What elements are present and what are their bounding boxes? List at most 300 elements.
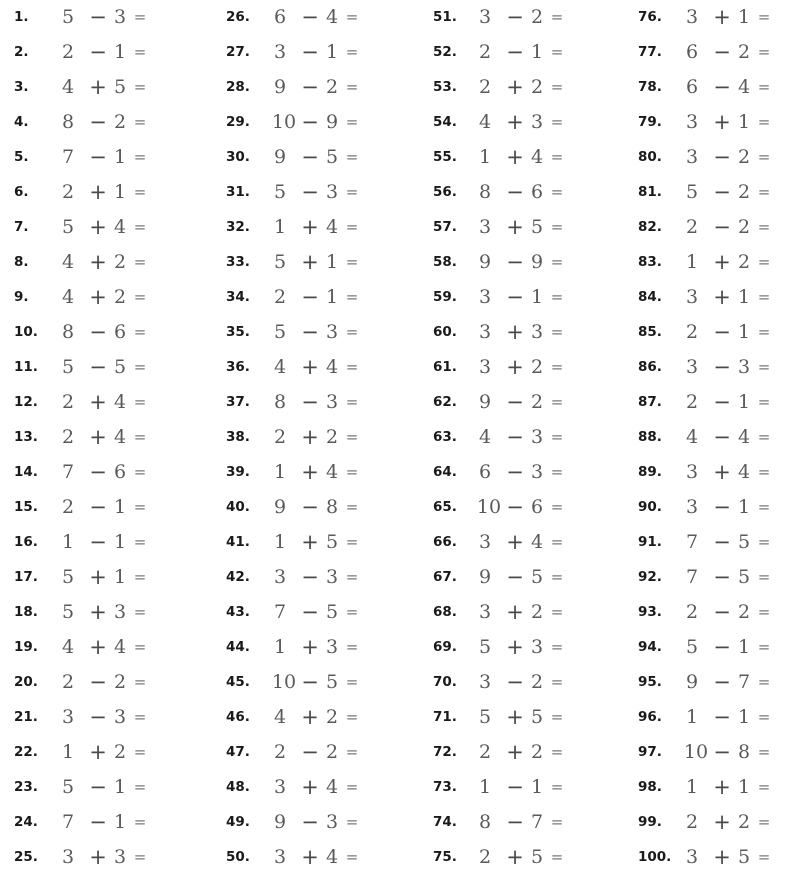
second-operand: 3 xyxy=(325,566,339,588)
operator-sign: + xyxy=(301,775,319,799)
problem-number: 88. xyxy=(638,429,662,445)
equals-sign: = xyxy=(133,813,147,831)
first-operand: 4 xyxy=(61,76,75,98)
operator-sign: − xyxy=(713,705,731,729)
problem-number: 76. xyxy=(638,9,662,25)
problem-number: 52. xyxy=(433,44,457,60)
equals-sign: = xyxy=(757,708,771,726)
second-operand: 2 xyxy=(113,741,127,763)
equals-sign: = xyxy=(550,778,564,796)
first-operand: 5 xyxy=(685,636,699,658)
second-operand: 9 xyxy=(325,111,339,133)
first-operand: 4 xyxy=(478,426,492,448)
first-operand: 8 xyxy=(478,811,492,833)
second-operand: 1 xyxy=(113,496,127,518)
second-operand: 4 xyxy=(737,426,751,448)
first-operand: 7 xyxy=(685,531,699,553)
operator-sign: + xyxy=(89,600,107,624)
operator-sign: − xyxy=(713,635,731,659)
equals-sign: = xyxy=(550,743,564,761)
second-operand: 2 xyxy=(325,706,339,728)
problem-number: 59. xyxy=(433,289,457,305)
second-operand: 4 xyxy=(325,216,339,238)
equals-sign: = xyxy=(757,148,771,166)
operator-sign: − xyxy=(301,145,319,169)
operator-sign: + xyxy=(506,705,524,729)
operator-sign: + xyxy=(506,215,524,239)
second-operand: 6 xyxy=(113,321,127,343)
second-operand: 6 xyxy=(530,181,544,203)
problem-number: 25. xyxy=(14,849,38,865)
equals-sign: = xyxy=(757,288,771,306)
equals-sign: = xyxy=(550,43,564,61)
first-operand: 3 xyxy=(478,671,492,693)
first-operand: 5 xyxy=(273,321,287,343)
equals-sign: = xyxy=(550,498,564,516)
second-operand: 3 xyxy=(113,601,127,623)
first-operand: 2 xyxy=(478,76,492,98)
first-operand: 3 xyxy=(478,321,492,343)
first-operand: 5 xyxy=(61,776,75,798)
operator-sign: + xyxy=(713,250,731,274)
second-operand: 5 xyxy=(325,146,339,168)
first-operand: 9 xyxy=(478,251,492,273)
equals-sign: = xyxy=(550,603,564,621)
second-operand: 4 xyxy=(325,6,339,28)
equals-sign: = xyxy=(550,463,564,481)
first-operand: 5 xyxy=(273,181,287,203)
operator-sign: − xyxy=(301,600,319,624)
problem-number: 8. xyxy=(14,254,29,270)
operator-sign: + xyxy=(301,845,319,869)
second-operand: 2 xyxy=(325,76,339,98)
equals-sign: = xyxy=(757,743,771,761)
equals-sign: = xyxy=(757,673,771,691)
second-operand: 1 xyxy=(530,41,544,63)
second-operand: 2 xyxy=(113,286,127,308)
problem-number: 67. xyxy=(433,569,457,585)
equals-sign: = xyxy=(550,393,564,411)
first-operand: 9 xyxy=(273,146,287,168)
operator-sign: + xyxy=(506,530,524,554)
equals-sign: = xyxy=(133,148,147,166)
operator-sign: + xyxy=(713,460,731,484)
operator-sign: − xyxy=(506,670,524,694)
first-operand: 9 xyxy=(478,566,492,588)
operator-sign: − xyxy=(713,180,731,204)
first-operand: 2 xyxy=(273,426,287,448)
problem-number: 46. xyxy=(226,709,250,725)
problem-number: 73. xyxy=(433,779,457,795)
first-operand: 2 xyxy=(273,741,287,763)
second-operand: 5 xyxy=(325,531,339,553)
equals-sign: = xyxy=(757,463,771,481)
equals-sign: = xyxy=(550,568,564,586)
problem-number: 14. xyxy=(14,464,38,480)
operator-sign: + xyxy=(301,250,319,274)
equals-sign: = xyxy=(345,848,359,866)
operator-sign: − xyxy=(89,670,107,694)
second-operand: 5 xyxy=(113,76,127,98)
equals-sign: = xyxy=(345,183,359,201)
operator-sign: − xyxy=(89,5,107,29)
equals-sign: = xyxy=(345,428,359,446)
second-operand: 5 xyxy=(113,356,127,378)
first-operand: 3 xyxy=(273,846,287,868)
problem-number: 30. xyxy=(226,149,250,165)
first-operand: 5 xyxy=(478,636,492,658)
operator-sign: + xyxy=(89,285,107,309)
first-operand: 7 xyxy=(273,601,287,623)
second-operand: 4 xyxy=(113,216,127,238)
equals-sign: = xyxy=(133,778,147,796)
problem-number: 74. xyxy=(433,814,457,830)
problem-number: 63. xyxy=(433,429,457,445)
second-operand: 2 xyxy=(530,76,544,98)
second-operand: 1 xyxy=(737,286,751,308)
problem-number: 36. xyxy=(226,359,250,375)
problem-number: 2. xyxy=(14,44,29,60)
problem-number: 71. xyxy=(433,709,457,725)
second-operand: 2 xyxy=(113,251,127,273)
operator-sign: + xyxy=(89,250,107,274)
second-operand: 2 xyxy=(737,811,751,833)
equals-sign: = xyxy=(550,8,564,26)
first-operand: 5 xyxy=(273,251,287,273)
equals-sign: = xyxy=(133,568,147,586)
problem-number: 1. xyxy=(14,9,29,25)
operator-sign: + xyxy=(713,110,731,134)
second-operand: 1 xyxy=(737,111,751,133)
problem-number: 19. xyxy=(14,639,38,655)
equals-sign: = xyxy=(345,778,359,796)
operator-sign: − xyxy=(301,495,319,519)
problem-number: 33. xyxy=(226,254,250,270)
operator-sign: + xyxy=(89,180,107,204)
operator-sign: + xyxy=(506,845,524,869)
first-operand: 1 xyxy=(685,776,699,798)
first-operand: 5 xyxy=(61,601,75,623)
second-operand: 2 xyxy=(530,671,544,693)
equals-sign: = xyxy=(757,183,771,201)
problem-number: 62. xyxy=(433,394,457,410)
first-operand: 5 xyxy=(685,181,699,203)
equals-sign: = xyxy=(757,428,771,446)
equals-sign: = xyxy=(133,603,147,621)
equals-sign: = xyxy=(133,183,147,201)
operator-sign: + xyxy=(506,635,524,659)
equals-sign: = xyxy=(757,568,771,586)
operator-sign: + xyxy=(301,425,319,449)
second-operand: 3 xyxy=(325,321,339,343)
problem-number: 70. xyxy=(433,674,457,690)
problem-number: 78. xyxy=(638,79,662,95)
first-operand: 5 xyxy=(478,706,492,728)
equals-sign: = xyxy=(345,8,359,26)
first-operand: 2 xyxy=(61,671,75,693)
operator-sign: − xyxy=(506,425,524,449)
equals-sign: = xyxy=(345,148,359,166)
problem-number: 55. xyxy=(433,149,457,165)
equals-sign: = xyxy=(133,78,147,96)
operator-sign: − xyxy=(506,460,524,484)
second-operand: 3 xyxy=(530,636,544,658)
operator-sign: + xyxy=(713,845,731,869)
operator-sign: + xyxy=(89,565,107,589)
equals-sign: = xyxy=(345,288,359,306)
first-operand: 9 xyxy=(273,811,287,833)
first-operand: 6 xyxy=(685,76,699,98)
second-operand: 1 xyxy=(325,41,339,63)
equals-sign: = xyxy=(345,568,359,586)
equals-sign: = xyxy=(757,253,771,271)
first-operand: 6 xyxy=(685,41,699,63)
operator-sign: − xyxy=(713,75,731,99)
operator-sign: − xyxy=(713,40,731,64)
second-operand: 1 xyxy=(113,811,127,833)
operator-sign: − xyxy=(506,250,524,274)
equals-sign: = xyxy=(757,638,771,656)
first-operand: 2 xyxy=(685,321,699,343)
problem-number: 81. xyxy=(638,184,662,200)
first-operand: 3 xyxy=(478,286,492,308)
first-operand: 1 xyxy=(685,706,699,728)
equals-sign: = xyxy=(550,253,564,271)
equals-sign: = xyxy=(345,673,359,691)
second-operand: 4 xyxy=(113,636,127,658)
second-operand: 1 xyxy=(113,146,127,168)
first-operand: 2 xyxy=(478,846,492,868)
problem-number: 100. xyxy=(638,849,672,865)
first-operand: 8 xyxy=(61,321,75,343)
equals-sign: = xyxy=(550,848,564,866)
first-operand: 3 xyxy=(273,41,287,63)
problem-number: 84. xyxy=(638,289,662,305)
second-operand: 4 xyxy=(737,76,751,98)
first-operand: 3 xyxy=(685,286,699,308)
problem-number: 44. xyxy=(226,639,250,655)
operator-sign: − xyxy=(301,740,319,764)
operator-sign: − xyxy=(89,460,107,484)
operator-sign: − xyxy=(713,425,731,449)
first-operand: 10 xyxy=(271,111,297,133)
problem-number: 66. xyxy=(433,534,457,550)
first-operand: 2 xyxy=(685,601,699,623)
problem-number: 21. xyxy=(14,709,38,725)
problem-number: 56. xyxy=(433,184,457,200)
problem-number: 61. xyxy=(433,359,457,375)
operator-sign: + xyxy=(713,775,731,799)
first-operand: 7 xyxy=(61,461,75,483)
second-operand: 4 xyxy=(530,146,544,168)
equals-sign: = xyxy=(345,43,359,61)
equals-sign: = xyxy=(550,708,564,726)
first-operand: 9 xyxy=(273,496,287,518)
operator-sign: − xyxy=(713,145,731,169)
first-operand: 2 xyxy=(685,811,699,833)
equals-sign: = xyxy=(550,218,564,236)
equals-sign: = xyxy=(133,673,147,691)
equals-sign: = xyxy=(345,708,359,726)
problem-number: 42. xyxy=(226,569,250,585)
equals-sign: = xyxy=(345,358,359,376)
equals-sign: = xyxy=(133,113,147,131)
second-operand: 1 xyxy=(113,566,127,588)
equals-sign: = xyxy=(133,428,147,446)
operator-sign: − xyxy=(301,285,319,309)
first-operand: 4 xyxy=(61,251,75,273)
equals-sign: = xyxy=(345,323,359,341)
second-operand: 3 xyxy=(325,811,339,833)
equals-sign: = xyxy=(345,463,359,481)
first-operand: 3 xyxy=(273,566,287,588)
equals-sign: = xyxy=(133,638,147,656)
problem-number: 45. xyxy=(226,674,250,690)
problem-number: 37. xyxy=(226,394,250,410)
first-operand: 10 xyxy=(476,496,502,518)
second-operand: 3 xyxy=(530,111,544,133)
problem-number: 32. xyxy=(226,219,250,235)
second-operand: 8 xyxy=(737,741,751,763)
first-operand: 2 xyxy=(61,181,75,203)
equals-sign: = xyxy=(550,358,564,376)
operator-sign: − xyxy=(89,40,107,64)
second-operand: 2 xyxy=(325,741,339,763)
second-operand: 2 xyxy=(113,671,127,693)
operator-sign: + xyxy=(506,355,524,379)
first-operand: 3 xyxy=(685,496,699,518)
problem-number: 35. xyxy=(226,324,250,340)
operator-sign: − xyxy=(713,530,731,554)
operator-sign: + xyxy=(506,110,524,134)
problem-number: 75. xyxy=(433,849,457,865)
first-operand: 5 xyxy=(61,216,75,238)
first-operand: 1 xyxy=(478,146,492,168)
equals-sign: = xyxy=(550,148,564,166)
second-operand: 2 xyxy=(113,111,127,133)
equals-sign: = xyxy=(133,743,147,761)
operator-sign: − xyxy=(89,110,107,134)
first-operand: 1 xyxy=(273,636,287,658)
first-operand: 5 xyxy=(61,566,75,588)
operator-sign: − xyxy=(713,740,731,764)
problem-number: 11. xyxy=(14,359,38,375)
operator-sign: − xyxy=(506,775,524,799)
problem-number: 31. xyxy=(226,184,250,200)
second-operand: 3 xyxy=(325,391,339,413)
first-operand: 3 xyxy=(61,706,75,728)
problem-number: 48. xyxy=(226,779,250,795)
second-operand: 7 xyxy=(737,671,751,693)
equals-sign: = xyxy=(757,113,771,131)
equals-sign: = xyxy=(133,358,147,376)
operator-sign: − xyxy=(301,110,319,134)
problem-number: 90. xyxy=(638,499,662,515)
operator-sign: − xyxy=(506,285,524,309)
first-operand: 1 xyxy=(61,741,75,763)
second-operand: 5 xyxy=(530,706,544,728)
problem-number: 69. xyxy=(433,639,457,655)
problem-number: 17. xyxy=(14,569,38,585)
problem-number: 15. xyxy=(14,499,38,515)
equals-sign: = xyxy=(550,288,564,306)
first-operand: 3 xyxy=(685,146,699,168)
first-operand: 3 xyxy=(685,356,699,378)
first-operand: 9 xyxy=(685,671,699,693)
operator-sign: − xyxy=(301,5,319,29)
first-operand: 3 xyxy=(685,111,699,133)
equals-sign: = xyxy=(345,498,359,516)
first-operand: 1 xyxy=(273,461,287,483)
first-operand: 3 xyxy=(273,776,287,798)
first-operand: 1 xyxy=(273,531,287,553)
second-operand: 1 xyxy=(325,251,339,273)
operator-sign: − xyxy=(506,565,524,589)
second-operand: 2 xyxy=(530,356,544,378)
operator-sign: − xyxy=(506,810,524,834)
operator-sign: − xyxy=(301,390,319,414)
problem-number: 43. xyxy=(226,604,250,620)
first-operand: 9 xyxy=(273,76,287,98)
first-operand: 3 xyxy=(478,216,492,238)
operator-sign: − xyxy=(301,40,319,64)
operator-sign: − xyxy=(89,145,107,169)
equals-sign: = xyxy=(133,498,147,516)
second-operand: 6 xyxy=(113,461,127,483)
operator-sign: − xyxy=(89,355,107,379)
problem-number: 39. xyxy=(226,464,250,480)
first-operand: 10 xyxy=(683,741,709,763)
equals-sign: = xyxy=(133,533,147,551)
operator-sign: + xyxy=(713,285,731,309)
second-operand: 4 xyxy=(530,531,544,553)
equals-sign: = xyxy=(133,218,147,236)
first-operand: 3 xyxy=(685,461,699,483)
operator-sign: + xyxy=(506,145,524,169)
first-operand: 2 xyxy=(478,41,492,63)
equals-sign: = xyxy=(345,78,359,96)
operator-sign: − xyxy=(713,390,731,414)
second-operand: 3 xyxy=(530,461,544,483)
equals-sign: = xyxy=(757,8,771,26)
equals-sign: = xyxy=(133,323,147,341)
problem-number: 80. xyxy=(638,149,662,165)
second-operand: 2 xyxy=(737,146,751,168)
problem-number: 93. xyxy=(638,604,662,620)
second-operand: 1 xyxy=(325,286,339,308)
problem-number: 38. xyxy=(226,429,250,445)
equals-sign: = xyxy=(133,463,147,481)
equals-sign: = xyxy=(345,218,359,236)
problem-number: 28. xyxy=(226,79,250,95)
equals-sign: = xyxy=(345,253,359,271)
first-operand: 3 xyxy=(478,6,492,28)
first-operand: 10 xyxy=(271,671,297,693)
second-operand: 1 xyxy=(737,321,751,343)
equals-sign: = xyxy=(757,498,771,516)
problem-number: 83. xyxy=(638,254,662,270)
first-operand: 3 xyxy=(478,356,492,378)
problem-number: 86. xyxy=(638,359,662,375)
equals-sign: = xyxy=(550,78,564,96)
problem-number: 24. xyxy=(14,814,38,830)
problem-number: 79. xyxy=(638,114,662,130)
second-operand: 4 xyxy=(113,426,127,448)
second-operand: 4 xyxy=(325,846,339,868)
equals-sign: = xyxy=(345,393,359,411)
equals-sign: = xyxy=(345,603,359,621)
operator-sign: + xyxy=(301,460,319,484)
